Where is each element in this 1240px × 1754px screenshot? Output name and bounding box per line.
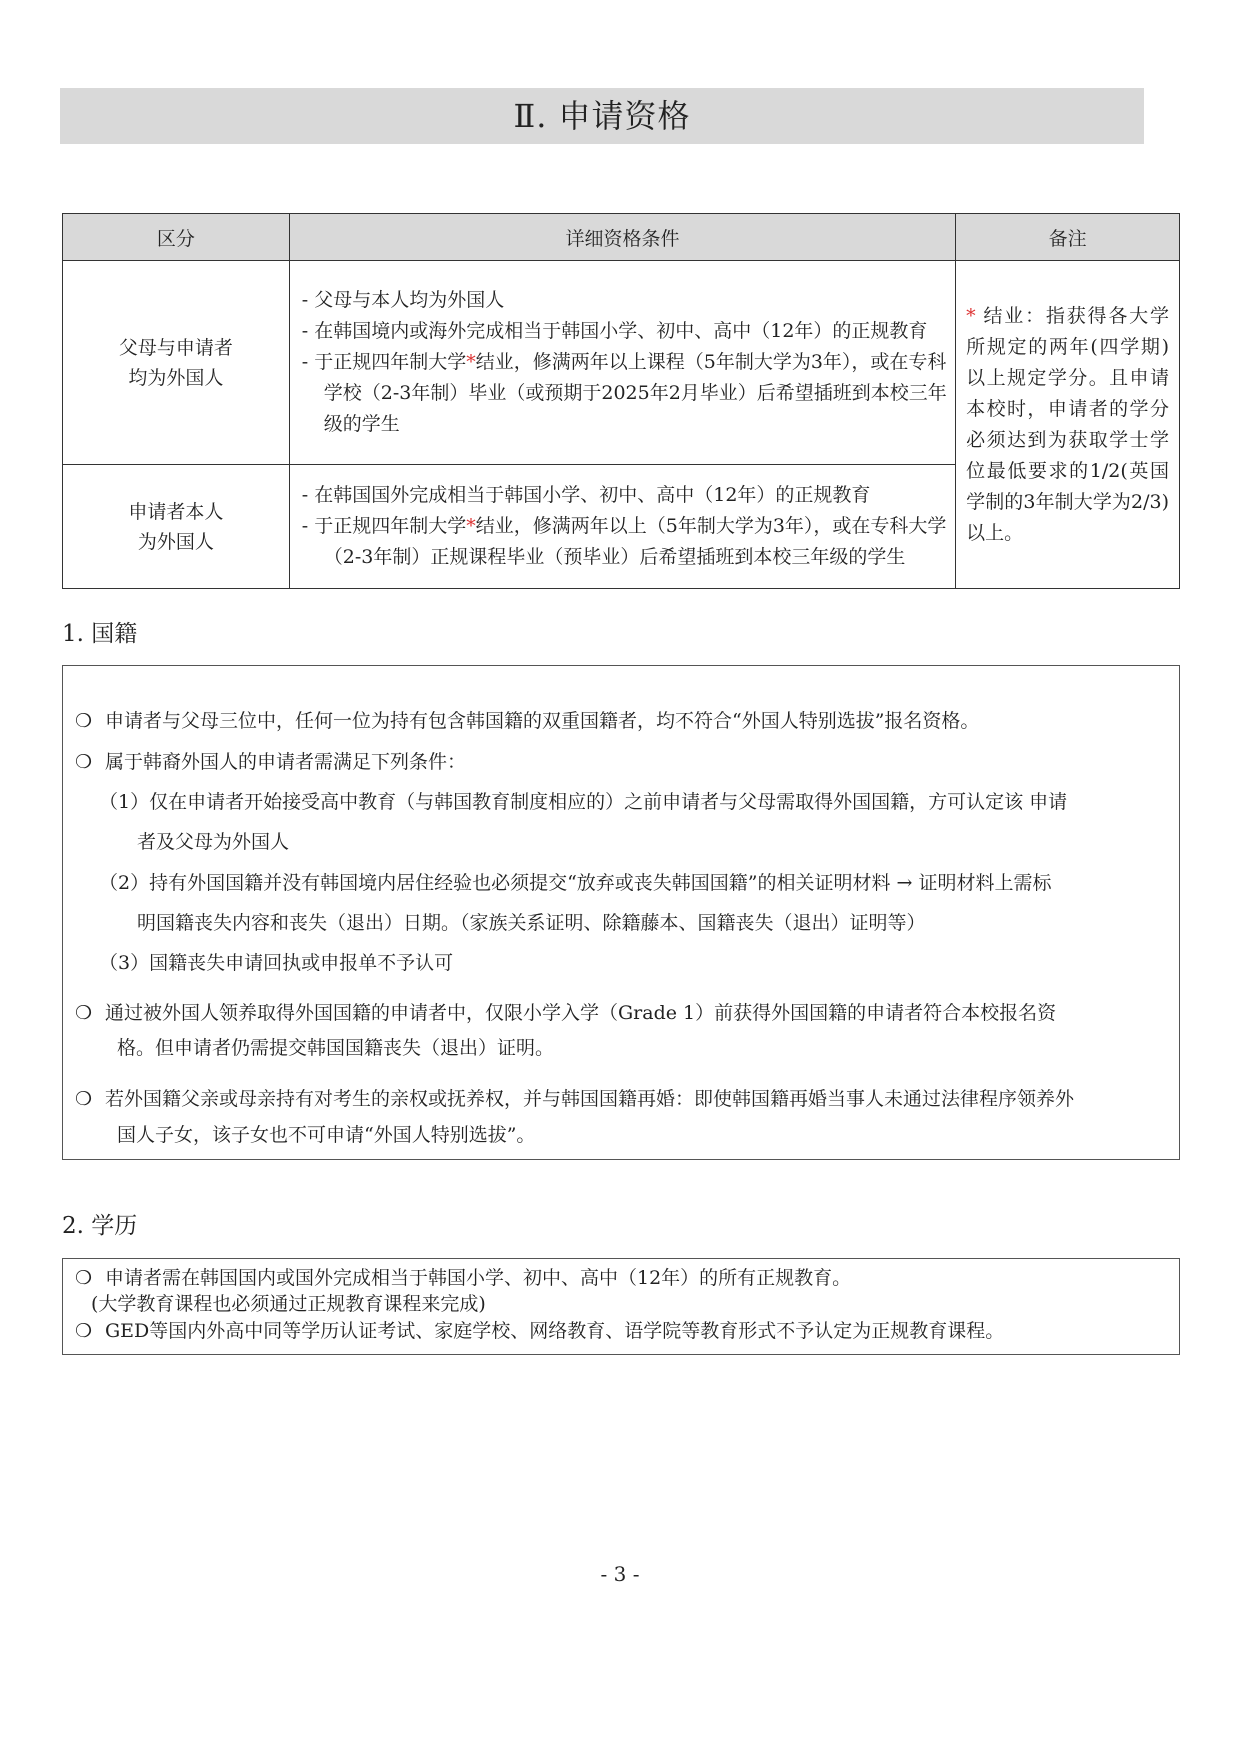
table-header-row	[63, 214, 1180, 261]
condition-item: - 于正规四年制大学*结业，修满两年以上课程（5年制大学为3年），或在专科学校（2-3年制）毕业（或预期于2025年2月毕业）后希望插班到本校三年级的学生	[301, 351, 947, 435]
asterisk-mark: *	[466, 515, 476, 537]
list-item: ❍ GED等国内外高中同等学历认证考试、家庭学校、网络教育、语学院等教育形式不予认定为正规教育课程。	[75, 1316, 1004, 1346]
page-title: Ⅱ. 申请资格	[513, 97, 691, 135]
circle-bullet-icon: ❍	[75, 710, 93, 732]
note-text: 结业：指获得各大学所规定的两年(四学期)以上规定学分。且申请本校时，申请者的学分必须达到为获取学士学位最低要求的1/2(英国学制的3年制大学为2/3)以上。	[966, 304, 1169, 544]
conditions-cell	[289, 465, 955, 589]
condition-item: - 父母与本人均为外国人	[301, 289, 505, 311]
header-conditions: 详细资格条件	[289, 214, 955, 261]
circle-bullet-icon: ❍	[75, 1320, 93, 1342]
sub-item-continued: 明国籍丧失内容和丧失（退出）日期。（家族关系证明、除籍藤本、国籍丧失（退出）证明等）	[137, 912, 926, 934]
list-item: ❍ 若外国籍父亲或母亲持有对考生的亲权或抚养权，并与韩国国籍再婚：即使韩国籍再婚当事人未通过法律程序领养外	[75, 1081, 1074, 1117]
circle-bullet-icon: ❍	[75, 1002, 93, 1024]
header-note: 备注	[956, 214, 1180, 261]
asterisk-mark: *	[466, 351, 476, 373]
sub-item: （3）国籍丧失申请回执或申报单不予认可	[99, 952, 454, 974]
condition-item: - 在韩国国外完成相当于韩国小学、初中、高中（12年）的正规教育	[301, 484, 871, 506]
section-title-bar	[60, 88, 1144, 144]
sub-item: （2）持有外国国籍并没有韩国境内居住经验也必须提交“放弃或丧失韩国国籍”的相关证明材料 → 证明材料上需标	[99, 872, 1052, 894]
condition-item: - 在韩国境内或海外完成相当于韩国小学、初中、高中（12年）的正规教育	[301, 320, 928, 342]
condition-item: - 于正规四年制大学*结业，修满两年以上（5年制大学为3年），或在专科大学（2-3年制）正规课程毕业（预毕业）后希望插班到本校三年级的学生	[301, 515, 947, 568]
list-item: ❍ 申请者需在韩国国内或国外完成相当于韩国小学、初中、高中（12年）的所有正规教育。	[75, 1263, 851, 1293]
section-heading-nationality: 1. 国籍	[62, 621, 138, 647]
list-item: ❍ 属于韩裔外国人的申请者需满足下列条件：	[75, 744, 466, 780]
circle-bullet-icon: ❍	[75, 1088, 93, 1110]
page-number: - 3 -	[600, 1562, 640, 1586]
note-cell	[956, 261, 1180, 589]
list-item-note: (大学教育课程也必须通过正规教育课程来完成)	[91, 1293, 486, 1315]
section-heading-education: 2. 学历	[62, 1213, 138, 1239]
list-item-continued: 格。但申请者仍需提交韩国国籍丧失（退出）证明。	[117, 1037, 555, 1059]
asterisk-mark: *	[966, 304, 976, 327]
category-cell: 父母与申请者 均为外国人	[63, 261, 290, 465]
sub-item-continued: 者及父母为外国人	[137, 831, 290, 853]
sub-item: （1）仅在申请者开始接受高中教育（与韩国教育制度相应的）之前申请者与父母需取得外国国籍，方可认定该 申请	[99, 791, 1068, 813]
header-category: 区分	[63, 214, 290, 261]
conditions-cell	[289, 261, 955, 465]
table-row	[63, 261, 1180, 465]
category-cell: 申请者本人 为外国人	[63, 465, 290, 589]
circle-bullet-icon: ❍	[75, 751, 93, 773]
nationality-box	[62, 665, 1180, 1160]
list-item: ❍ 通过被外国人领养取得外国国籍的申请者中，仅限小学入学（Grade 1）前获得外国国籍的申请者符合本校报名资	[75, 995, 1056, 1031]
education-box	[62, 1258, 1180, 1355]
list-item-continued: 国人子女，该子女也不可申请“外国人特别选拔”。	[117, 1124, 536, 1146]
circle-bullet-icon: ❍	[75, 1267, 93, 1289]
list-item: ❍ 申请者与父母三位中，任何一位为持有包含韩国籍的双重国籍者，均不符合“外国人特别选拔”报名资格。	[75, 703, 979, 739]
eligibility-table	[62, 213, 1180, 589]
